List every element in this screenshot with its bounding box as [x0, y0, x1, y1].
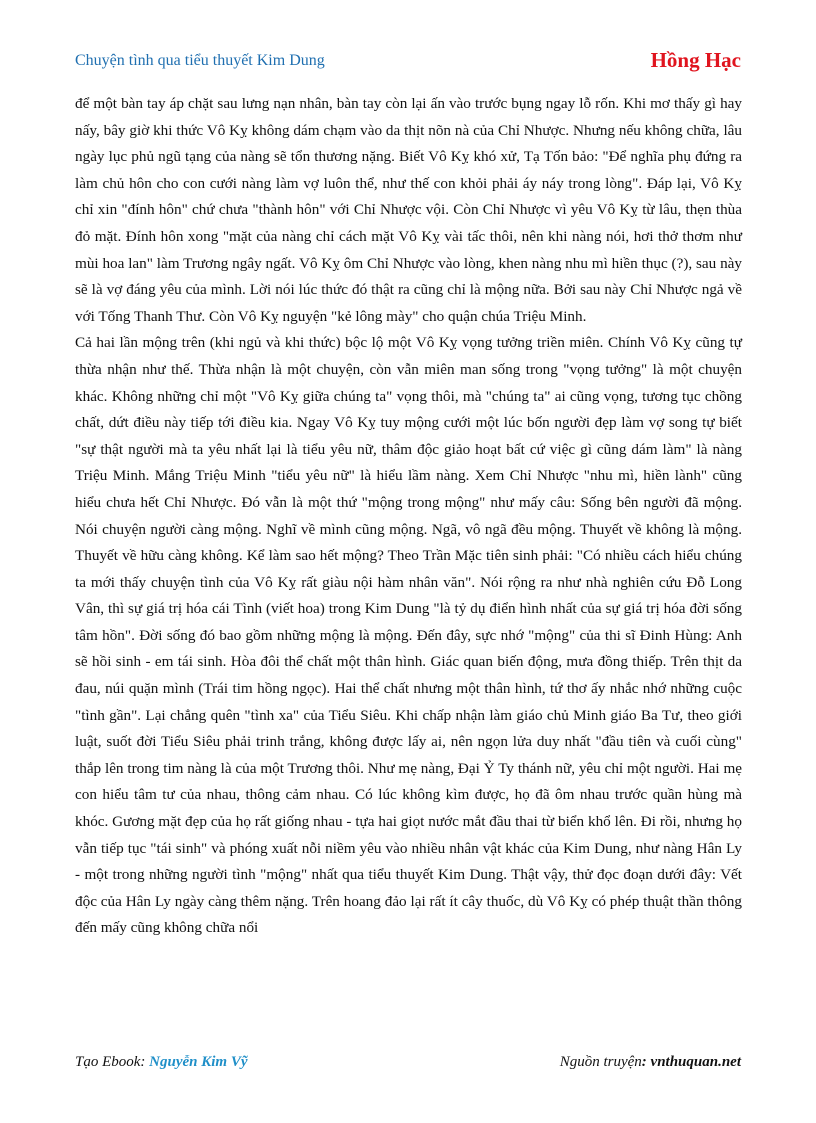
body-paragraph-2: Cả hai lần mộng trên (khi ngủ và khi thức) bộc lộ một Vô Kỵ vọng tưởng triền miên. Chính Vô Kỵ cũng tự thừa nhận như thế. Thừa nhận là một chuyện, còn vẫn miên man sống trong "vọng tưởng" là một chuyện khác. Không những chỉ một "Vô Kỵ giữa chúng ta" vọng thôi, mà "chúng ta" ai cũng vọng, tương tục chồng chất, dứt điều này tiếp tới điều kia. Ngay Vô Kỵ tuy mộng cưới một lúc bốn người đẹp làm vợ song tự biết "sự thật người mà ta yêu nhất lại là tiểu yêu nữ, thâm độc giảo hoạt bất cứ việc gì cũng dám làm" là nàng Triệu Minh. Mắng Triệu Minh "tiểu yêu nữ" là hiểu lầm nàng. Xem Chỉ Nhược "nhu mì, hiền lành" cũng hiểu chưa hết Chỉ Nhược. Đó vẫn là một thứ "mộng trong mộng" như mấy câu: Sống bên người đã mộng. Nói chuyện người càng mộng. Nghĩ về mình cũng mộng. Ngã, vô ngã đều mộng. Thuyết về không là mộng. Thuyết về hữu càng không. Kể làm sao hết mộng? Theo Trần Mặc tiên sinh phải: "Có nhiều cách hiểu chúng ta mới thấy chuyện tình của Vô Kỵ rất giàu nội hàm nhân văn". Nói rộng ra như nhà nghiên cứu Đỗ Long Vân, thì sự giá trị hóa cái Tình (viết hoa) trong Kim Dung "là tỷ dụ điển hình nhất của sự giá trị hóa đời sống tâm hồn". Đời sống đó bao gồm những mộng là mộng. Đến đây, sực nhớ "mộng" của thi sĩ Đinh Hùng: Anh sẽ hồi sinh - em tái sinh. Hòa đôi thể chất một thân hình. Giác quan biến động, mưa đồng thiếp. Trên thịt da đau, núi quặn mình (Trái tim hồng ngọc). Hai thể chất nhưng một thân hình, tứ thơ ấy nhắc nhớ những cuộc "tình gần". Lại chẳng quên "tình xa" của Tiểu Siêu. Khi chấp nhận làm giáo chủ Minh giáo Ba Tư, theo giới luật, suốt đời Tiểu Siêu phải trinh trắng, không được lấy ai, nên ngọn lửa duy nhất "đầu tiên và cuối cùng" thắp lên trong tim nàng là của một Trương thôi. Như mẹ nàng, Đại Ỷ Ty thánh nữ, yêu chỉ một người. Hai mẹ con hiểu tâm tư của nhau, thông cảm nhau. Có lúc không kìm được, họ đã ôm nhau trước quần hùng mà khóc. Gương mặt đẹp của họ rất giống nhau - tựa hai giọt nước mắt đầu thai từ biển khổ lên. Đi rồi, nhưng họ vẫn tiếp tục "tái sinh" và phóng xuất nỗi niềm yêu vào nhiều nhân vật khác của Kim Dung, như nàng Hân Ly - một trong những người tình "mộng" nhất qua tiểu thuyết Kim Dung. Thật vậy, thử đọc đoạn dưới đây: Vết độc của Hân Ly ngày càng thêm nặng. Trên hoang đảo lại rất ít cây thuốc, dù Vô Kỵ có phép thuật thần thông đến mấy cũng không chữa nổi [75, 334, 742, 937]
body-paragraph-1: để một bàn tay áp chặt sau lưng nạn nhân, bàn tay còn lại ấn vào trước bụng ngay lỗ rốn. Khi mơ thấy gì hay nấy, bây giờ khi thức Vô Kỵ không dám chạm vào da thịt nõn nà của Chỉ Nhược. Nhưng nếu không chữa, lâu ngày lục phủ ngũ tạng của nàng sẽ tổn thương nặng. Biết Vô Kỵ khó xử, Tạ Tốn bảo: "Để nghĩa phụ đứng ra làm chủ hôn cho con cưới nàng làm vợ luôn thể, như thế con khỏi phải áy náy trong lòng". Đáp lại, Vô Kỵ chỉ xin "đính hôn" chứ chưa "thành hôn" với Chỉ Nhược vội. Còn Chỉ Nhược vì yêu Vô Kỵ từ lâu, thẹn thùa đỏ mặt. Đính hôn xong "mặt của nàng chỉ cách mặt Vô Kỵ vài tấc thôi, nên khi nàng nói, hơi thở thơm như mùi hoa lan" làm Trương ngây ngất. Vô Kỵ ôm Chỉ Nhược vào lòng, khen nàng nhu mì hiền thục (?), sau này sẽ là vợ đáng yêu của mình. Lời nói lúc thức đó thật ra cũng chỉ là mộng nữa. Bởi sau này Chỉ Nhược ngả về với Tống Thanh Thư. Còn Vô Kỵ nguyện "kẻ lông mày" cho quận chúa Triệu Minh. [75, 95, 742, 325]
source-credit [560, 1054, 741, 1071]
ebook-credit [75, 1054, 248, 1071]
page-body [75, 91, 742, 942]
ebook-label: Tạo Ebook [75, 1054, 141, 1070]
page-footer [75, 1054, 741, 1078]
source-site: vnthuquan.net [650, 1054, 741, 1070]
ebook-creator: Nguyễn Kim Vỹ [149, 1054, 248, 1070]
source-label: Nguồn truyện [559, 1054, 642, 1070]
ebook-colon: : [140, 1054, 150, 1070]
author-name: Hồng Hạc [650, 48, 741, 72]
book-title: Chuyện tình qua tiểu thuyết Kim Dung [75, 52, 325, 69]
page-header [75, 48, 741, 78]
source-colon: : [641, 1054, 651, 1070]
